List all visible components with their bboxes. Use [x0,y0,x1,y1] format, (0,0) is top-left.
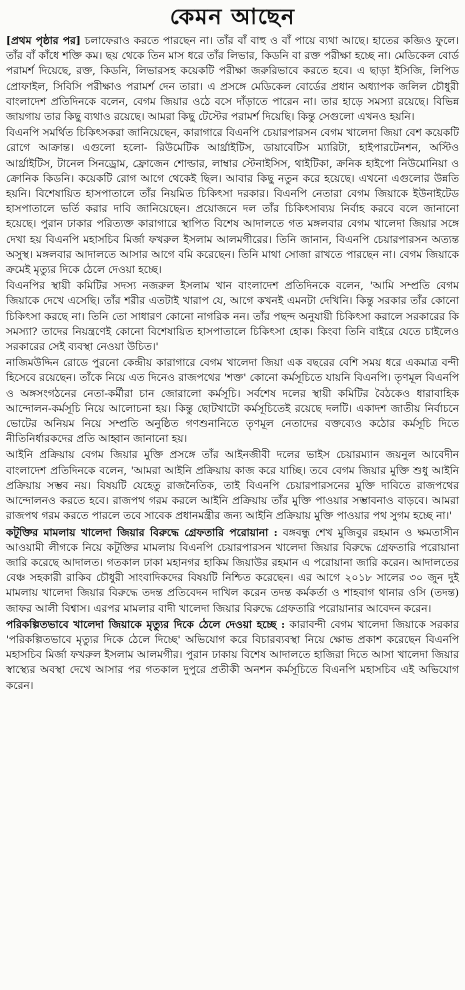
paragraph-2: বিএনপি সমর্থিত চিকিৎসকরা জানিয়েছেন, কারাগারে বিএনপি চেয়ারপারসন বেগম খালেদা জিয়া বেশ কয়েকটি রোগে আক্রান্ত। এগুলো হলো- রিউমেটিক আর্থ্রাইটিস, ডায়াবেটিস ম্যারিটা, হাইপারটেনশন, অস্টিও আর্থ্রাইটিস, টানেল সিনড্রোম, ফ্রোজেন শোল্ডার, লাম্বার স্টেনাইসিস, থাইটিকা, ক্রনিক হাইপো নিউমোনিয়া ও ক্রোনিক কিডনি। কয়েকটি রোগ আগে থেকেই ছিল। আবার কিছু নতুন করে হয়েছে। এখনো এগুলোর উন্নতি হয়নি। বিশেষায়িত হাসপাতালে তাঁর নিয়মিত চিকিৎসা দরকার। বিএনপি নেতারা বেগম জিয়াকে ইউনাইটেড হাসপাতালে ভর্তি করার দাবি জানিয়েছেন। প্রয়োজনে দল তাঁর চিকিৎসাব্যয় নির্বাহ করবে বলে জানানো হয়েছে। পুরান ঢাকার পরিত্যক্ত কারাগারে স্থাপিত বিশেষ আদালতে গত মঙ্গলবার বেগম খালেদা জিয়ার সঙ্গে দেখা হয় বিএনপি মহাসচিব মির্জা ফখরুল ইসলাম আলমগীরের। তিনি জানান, বিএনপি চেয়ারপারসন অত্যন্ত অসুস্থ। মঙ্গলবার আদালতে আসার আগে বমি করেছেন। তিনি মাথা সোজা রাখতে পারছেন না। বেগম জিয়াকে ক্রমেই মৃত্যুর দিকে ঠেলে দেওয়া হচ্ছে। [6,127,459,277]
headline: কেমন আছেন [169,4,296,30]
paragraph-3: বিএনপির স্থায়ী কমিটির সদস্য নজরুল ইসলাম খান বাংলাদেশ প্রতিদিনকে বলেন, 'আমি সম্প্রতি বেগম জিয়াকে দেখে এসেছি। তাঁর শরীর এতটাই খারাপ যে, আগে কখনই এমনটা দেখিনি। কিন্তু সরকার তাঁর কোনো চিকিৎসা করছে না। তিনি তো সাধারণ কোনো নাগরিক নন। তাঁর পছন্দ অনুযায়ী চিকিৎসা করালে সরকারের কি সমস্যা? তাদের নিয়ন্ত্রণেই কোনো বিশেষায়িত হাসপাতালে চিকিৎসা হোক। কিংবা তিনি বাইরে যেতে চাইলেও সরকারের সেই ব্যবস্থা নেওয়া উচিত।' [6,280,459,354]
paragraph-5: আইনি প্রক্রিয়ায় বেগম জিয়ার মুক্তি প্রসঙ্গে তাঁর আইনজীবী দলের ভাইস চেয়ারম্যান জয়নুল আবেদীন বাংলাদেশ প্রতিদিনকে বলেন, 'আমরা আইনি প্রক্রিয়ায় কাজ করে যাচ্ছি। তবে বেগম জিয়ার মুক্তি শুধু আইনি প্রক্রিয়ায় সম্ভব নয়। বিষয়টি যেহেতু রাজনৈতিক, তাই বিএনপি চেয়ারপারসনের মুক্তি দাবিতে রাজপথের আন্দোলনও করতে হবে। রাজপথ গরম করলে আইনি প্রক্রিয়ায় তাঁর মুক্তি পাওয়ার সম্ভাবনাও বাড়বে। আমরা রাজপথ গরম করতে পারলে তবে সাবেক প্রধানমন্ত্রীর জন্য আইনি প্রক্রিয়ায় মুক্তি পাওয়ার পথ সুগম হচ্ছে না।' [6,449,459,523]
subheading-pushed-to-death: পরিকল্পিতভাবে খালেদা জিয়াকে মৃত্যুর দিকে ঠেলে দেওয়া হচ্ছে : [6,618,285,631]
paragraph-1-text: চলাফেরাও করতে পারছেন না। তাঁর বাঁ বাহু ও বাঁ পায়ে ব্যথা আছে। হাতের কব্জিও ফুলে। তাঁর বাঁ কাঁধে শক্তি কম। ছয় থেকে তিন মাস ধরে তাঁর লিভার, কিডনি বা রক্ত পরীক্ষা হচ্ছে না। মেডিকেল বোর্ড পরামর্শ দিয়েছে, রক্ত, কিডনি, লিভারসহ কয়েকটি পরীক্ষা জরুরিভাবে করতে হবে। এ ছাড়া ইসিজি, লিপিড প্রোফাইল, সিবিসি পরীক্ষাও পরামর্শ দেন তারা। এ প্রসঙ্গে মেডিকেল বোর্ডের প্রধান অধ্যাপক জলিল চৌধুরী বাংলাদেশ প্রতিদিনকে বলেন, বেগম জিয়ার ওঠে বসে দাঁড়াতে পারেন না। তার হাড়ে সমস্যা রয়েছে। বিভিন্ন জায়গায় তার কিছু ব্যথাও রয়েছে। আমরা কিছু টেস্টের পরামর্শ দিয়েছি। কিন্তু সেগুলো এখনও হয়নি। [6,35,459,124]
paragraph-4: নাজিমউদ্দিন রোডে পুরনো কেন্দ্রীয় কারাগারে বেগম খালেদা জিয়া এক বছরের বেশি সময় ধরে একমাত্র বন্দী হিসেবে রয়েছেন। তাঁকে নিয়ে এত দিনেও রাজপথের 'শক্ত' কোনো কর্মসূচিতে যায়নি বিএনপি। তৃণমূল বিএনপি ও অঙ্গসংগঠনের নেতা-কর্মীরা চান জোরালো কর্মসূচি। সর্বশেষ দলের স্থায়ী কমিটির বৈঠকেও ধারাবাহিক আন্দোলন-কর্মসূচি নিয়ে আলোচনা হয়। কিন্তু ছোটখাটো কর্মসূচিতেই রয়েছে দলটি। একাদশ জাতীয় নির্বাচনে ভোটের অনিয়ম নিয়ে সম্প্রতি অনুষ্ঠিত গণশুনানিতে তৃণমূল নেতাদের বক্তব্যেও কঠোর কর্মসূচি দিতে নীতিনির্ধারকদের প্রতি আহ্বান জানানো হয়। [6,357,459,446]
paragraph-7-text: কারাবন্দী বেগম খালেদা জিয়াকে সরকার 'পরিকল্পিতভাবে মৃত্যুর দিকে ঠেলে দিচ্ছে' অভিযোগ করে বিচারব্যবস্থা নিয়ে ক্ষোভ প্রকাশ করেছেন বিএনপি মহাসচিব মির্জা ফখরুল ইসলাম আলমগীর। পুরান ঢাকায় বিশেষ আদালতে হাজিরা দিতে আসা খালেদা জিয়ার স্বাস্থ্যের অবস্থা দেখে আসার পর গতকাল দুপুরে প্রতীকী অনশন কর্মসূচিতে বিএনপি মহাসচিব এই অভিযোগ করেন। [6,618,460,692]
subheading-arrest-warrant: কটূক্তির মামলায় খালেদা জিয়ার বিরুদ্ধে গ্রেফতারি পরোয়ানা : [6,526,278,539]
paragraph-7 [6,618,459,694]
paragraph-6-text: বঙ্গবন্ধু শেখ মুজিবুর রহমান ও ক্ষমতাসীন আওয়ামী লীগকে নিয়ে কটূক্তির মামলায় বিএনপি চেয়ারপারসন খালেদা জিয়ার বিরুদ্ধে গ্রেফতারি পরোয়ানা জারি করেছে আদালত। গতকাল ঢাকা মহানগর হাকিম জিয়াউর রহমান এ পরোয়ানা জারি করেন। আদালতের বেঞ্চ সহকারী রাকিব চৌধুরী সাংবাদিকদের বিষয়টি নিশ্চিত করেছেন। এর আগে ২০১৮ সালের ৩০ জুন দুই মামলায় খালেদা জিয়ার বিরুদ্ধে তদন্ত প্রতিবেদন দাখিল করেন তদন্ত কর্মকর্তা ও শাহবাগ থানার ওসি (তদন্ত) জাফর আলী বিশ্বাস। এরপর মামলার বাদী খালেদা জিয়ার বিরুদ্ধে গ্রেফতারি পরোয়ানার আবেদন করেন। [6,526,459,615]
paragraph-1 [6,34,459,125]
continued-marker: [প্রথম পৃষ্ঠার পর] [6,35,81,47]
paragraph-6 [6,526,459,617]
